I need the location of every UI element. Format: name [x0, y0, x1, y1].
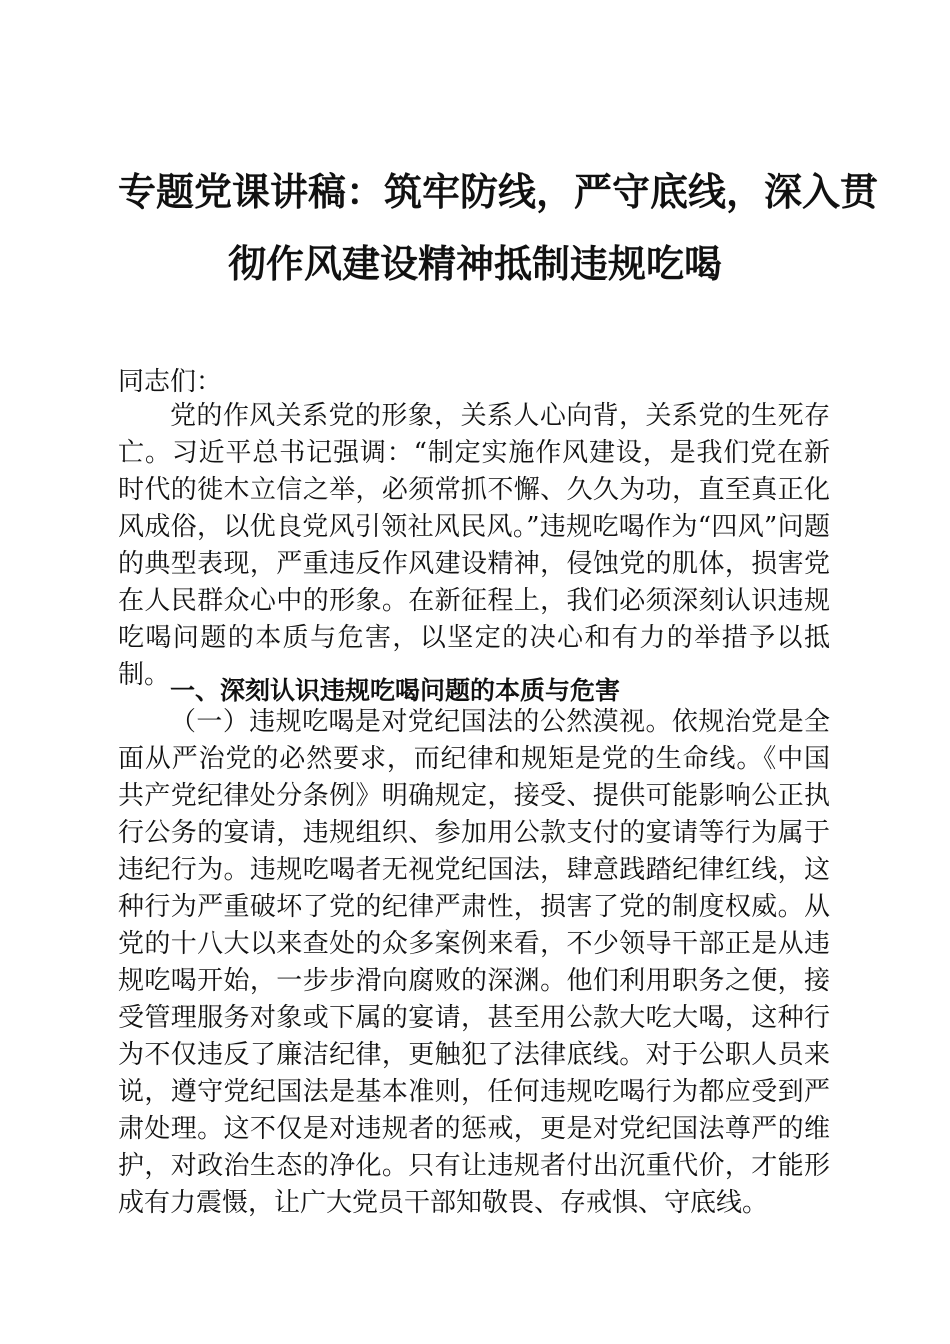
document-title-line-1: 专题党课讲稿：筑牢防线，严守底线，深入贯	[118, 170, 879, 214]
subsection-1-block	[118, 704, 830, 1222]
intro-paragraph: 党的作风关系党的形象，关系人心向背，关系党的生死存亡。习近平总书记强调：“制定实施作风建设，是我们党在新时代的徙木立信之举，必须常抓不懈、久久为功，直至真正化风成俗，以优良党风引领社风民风。”违规吃喝作为“四风”问题的典型表现，严重违反作风建设精神，侵蚀党的肌体，损害党在人民群众心中的形象。在新征程上，我们必须深刻认识违规吃喝问题的本质与危害，以坚定的决心和有力的举措予以抵制。	[118, 401, 830, 690]
section-heading-1: 一、深刻认识违规吃喝问题的本质与危害	[170, 676, 621, 705]
intro-paragraph-block	[118, 398, 830, 694]
document-title-line-2: 彻作风建设精神抵制违规吃喝	[227, 242, 722, 286]
salutation: 同志们：	[118, 367, 223, 397]
subsection-1-paragraph	[118, 704, 830, 1222]
subsection-1-lead: （一）违规吃喝是对党纪国法的公然漠视。	[170, 707, 672, 737]
subsection-1-body: 依规治党是全面从严治党的必然要求，而纪律和规矩是党的生命线。《中国共产党纪律处分条例》明确规定，接受、提供可能影响公正执行公务的宴请，违规组织、参加用公款支付的宴请等行为属于违纪行为。违规吃喝者无视党纪国法，肆意践踏纪律红线，这种行为严重破坏了党的纪律严肃性，损害了党的制度权威。从党的十八大以来查处的众多案例来看，不少领导干部正是从违规吃喝开始，一步步滑向腐败的深渊。他们利用职务之便，接受管理服务对象或下属的宴请，甚至用公款大吃大喝，这种行为不仅违反了廉洁纪律，更触犯了法律底线。对于公职人员来说，遵守党纪国法是基本准则，任何违规吃喝行为都应受到严肃处理。这不仅是对违规者的惩戒，更是对党纪国法尊严的维护，对政治生态的净化。只有让违规者付出沉重代价，才能形成有力震慑，让广大党员干部知敬畏、存戒惧、守底线。	[118, 707, 830, 1218]
